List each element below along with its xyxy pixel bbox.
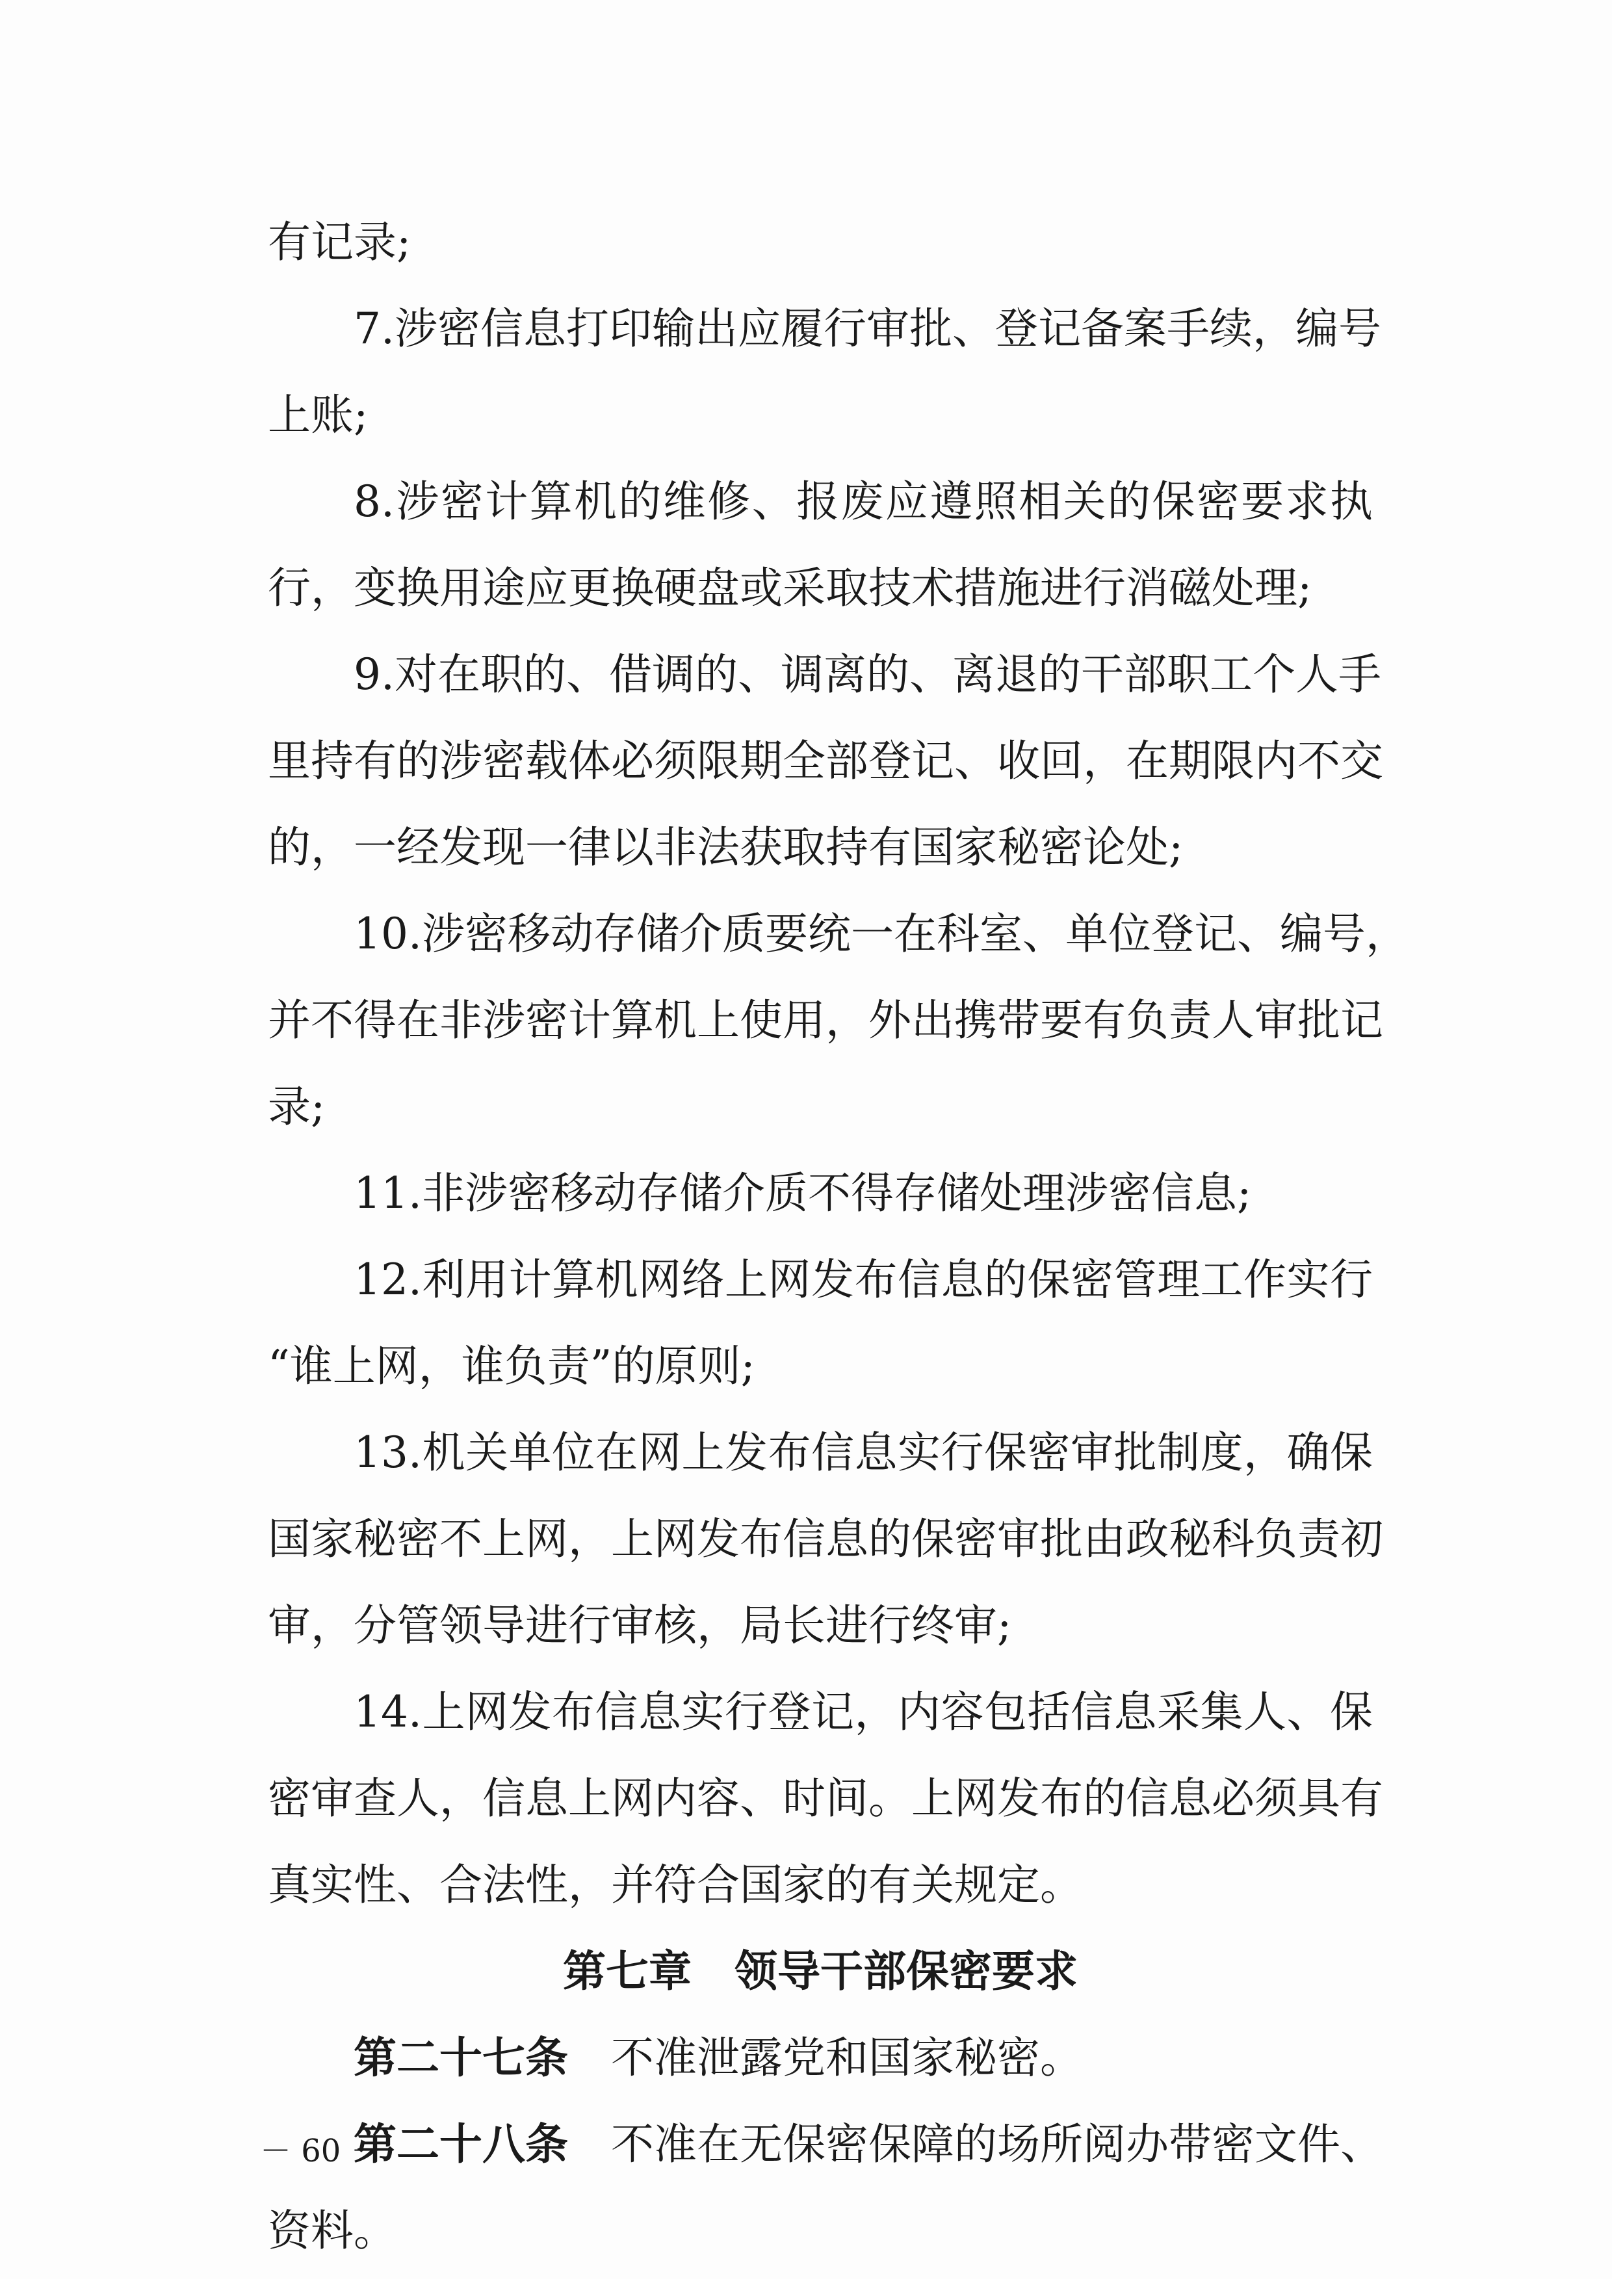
text-line: 国家秘密不上网，上网发布信息的保密审批由政秘科负责初	[268, 1514, 1383, 1564]
list-item-7: 7.涉密信息打印输出应履行审批、登记备案手续，编号	[354, 304, 1381, 354]
list-item-11: 11.非涉密移动存储介质不得存储处理涉密信息;	[354, 1168, 1252, 1218]
text-line: 真实性、合法性，并符合国家的有关规定。	[268, 1860, 1083, 1910]
list-item-13: 13.机关单位在网上发布信息实行保密审批制度，确保	[354, 1428, 1373, 1478]
text-line: 录;	[268, 1082, 326, 1132]
text-line: 里持有的涉密载体必须限期全部登记、收回，在期限内不交	[268, 736, 1383, 786]
text-line: 上账;	[268, 390, 369, 440]
text-line: 密审查人，信息上网内容、时间。上网发布的信息必须具有	[268, 1773, 1383, 1823]
page-number: － 60 －	[260, 2133, 382, 2169]
text-line: 并不得在非涉密计算机上使用，外出携带要有负责人审批记	[268, 995, 1383, 1045]
text-line: 资料。	[268, 2206, 396, 2256]
text-line: 的，一经发现一律以非法获取持有国家秘密论处;	[268, 822, 1184, 872]
article-text: 不准泄露党和国家秘密。	[611, 2033, 1083, 2083]
text-line: 有记录;	[268, 217, 411, 267]
article-28	[268, 2119, 1383, 2169]
list-item-12: 12.利用计算机网络上网发布信息的保密管理工作实行	[354, 1255, 1373, 1305]
article-number: 第二十七条	[354, 2033, 568, 2083]
article-number: 第二十八条	[354, 2119, 568, 2169]
text-line: 审，分管领导进行审核，局长进行终审;	[268, 1600, 1012, 1650]
article-27	[268, 2033, 1373, 2083]
article-text: 不准在无保密保障的场所阅办带密文件、	[611, 2119, 1383, 2169]
list-item-8: 8.涉密计算机的维修、报废应遵照相关的保密要求执	[354, 476, 1373, 527]
list-item-14: 14.上网发布信息实行登记，内容包括信息采集人、保	[354, 1687, 1373, 1737]
list-item-9: 9.对在职的、借调的、调离的、离退的干部职工个人手	[354, 649, 1381, 699]
text-line: “谁上网，谁负责”的原则;	[268, 1341, 755, 1391]
list-item-10: 10.涉密移动存储介质要统一在科室、单位登记、编号，	[354, 909, 1409, 959]
chapter-heading: 第七章 领导干部保密要求	[563, 1946, 1078, 1996]
text-line: 行，变换用途应更换硬盘或采取技术措施进行消磁处理;	[268, 563, 1312, 613]
document-body	[268, 217, 1409, 2296]
